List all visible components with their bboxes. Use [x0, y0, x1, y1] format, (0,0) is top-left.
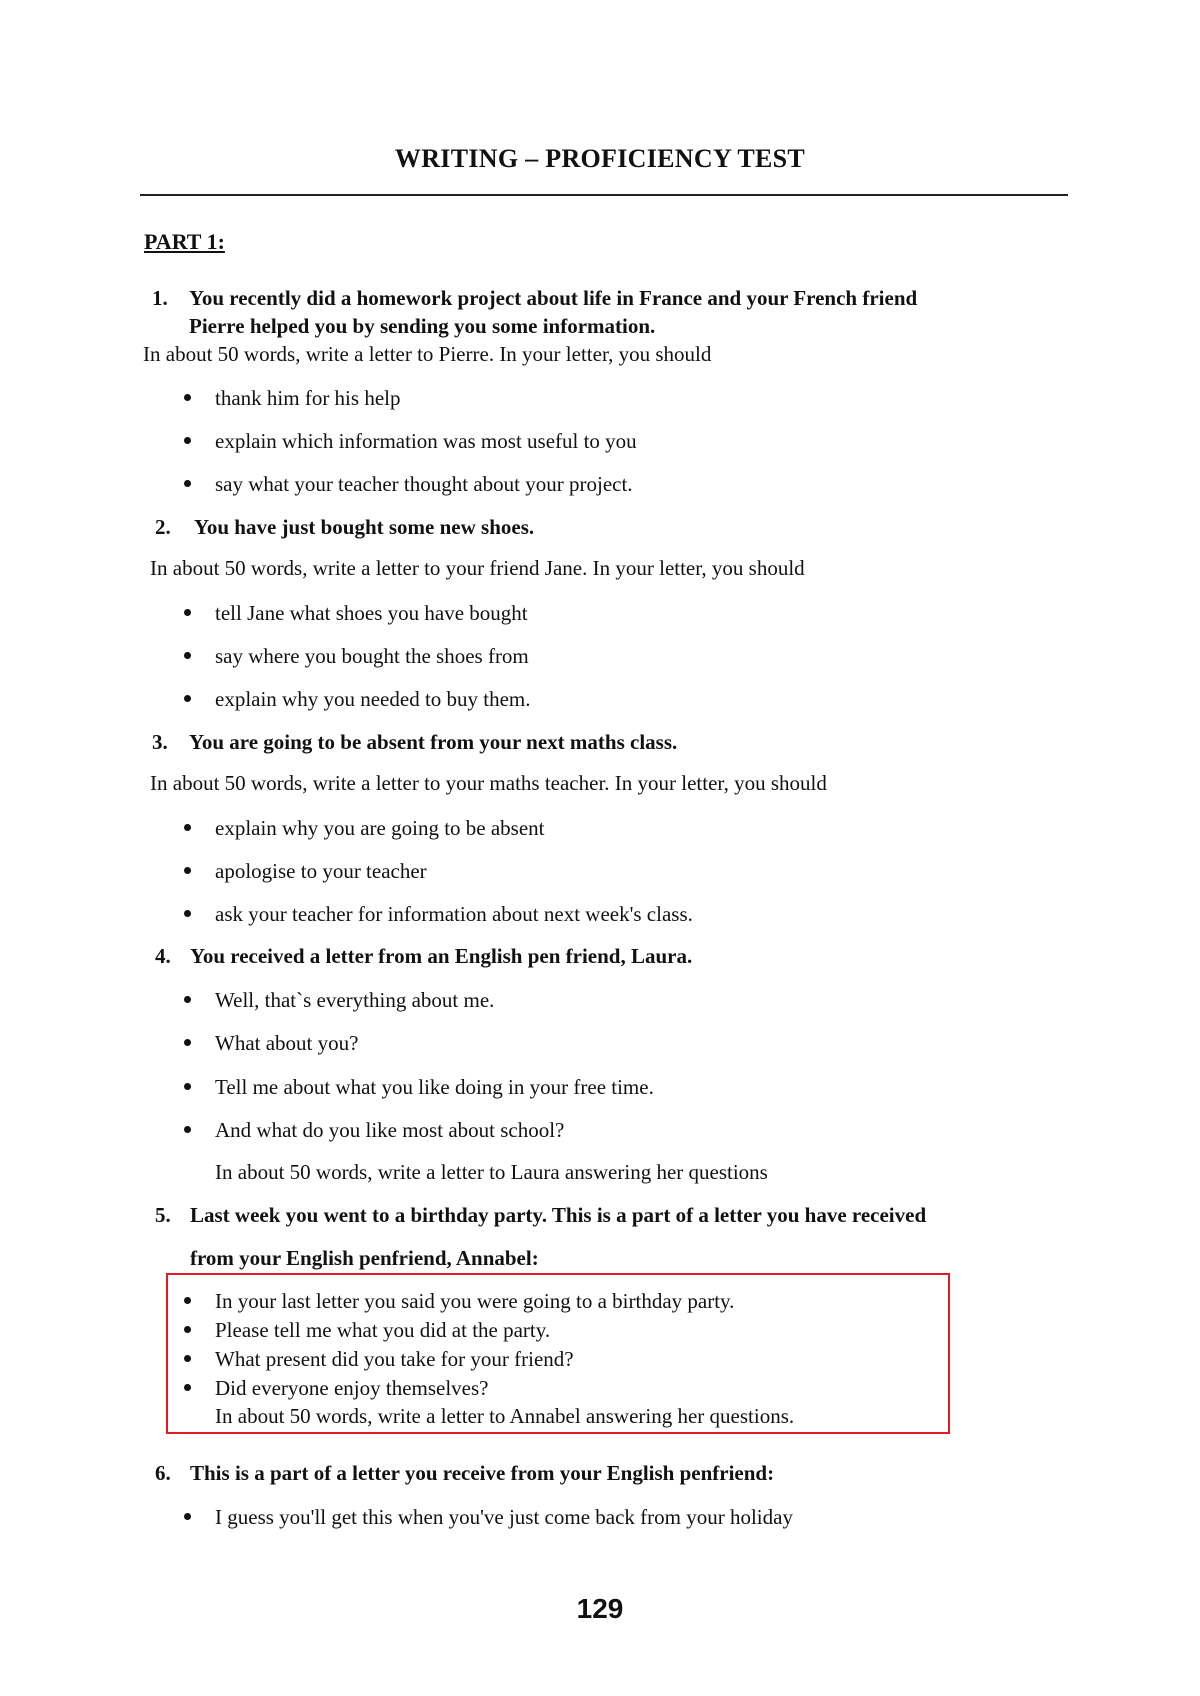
- page-number: 129: [576, 1593, 624, 1624]
- question-text: Pierre helped you by sending you some information.: [189, 314, 656, 338]
- question-text: from your English penfriend, Annabel:: [190, 1246, 539, 1270]
- question-number: 6.: [155, 1461, 171, 1485]
- bullet-icon: [184, 824, 191, 831]
- instruction: In about 50 words, write a letter to your friend Jane. In your letter, you should: [150, 556, 805, 580]
- title-rule: [140, 194, 1068, 196]
- bullet-icon: [184, 1039, 191, 1046]
- question-text: You received a letter from an English pen friend, Laura.: [190, 944, 693, 968]
- question-number: 4.: [155, 944, 171, 968]
- question-text: This is a part of a letter you receive from your English penfriend:: [190, 1461, 775, 1485]
- instruction: In about 50 words, write a letter to your maths teacher. In your letter, you should: [150, 771, 827, 795]
- bullet-icon: [184, 1083, 191, 1090]
- bullet-icon: [184, 437, 191, 444]
- bullet-icon: [184, 867, 191, 874]
- question-number: 2.: [155, 515, 171, 539]
- question-number: 1.: [152, 286, 168, 310]
- bullet-icon: [184, 1513, 191, 1520]
- bullet-icon: [184, 1297, 191, 1304]
- bullet-icon: [184, 1355, 191, 1362]
- bullet-icon: [184, 1326, 191, 1333]
- question-text: Last week you went to a birthday party. This is a part of a letter you have received: [190, 1203, 927, 1227]
- bullet-icon: [184, 394, 191, 401]
- bullet-icon: [184, 1384, 191, 1391]
- instruction: In about 50 words, write a letter to Pierre. In your letter, you should: [143, 342, 712, 366]
- question-text: You are going to be absent from your next maths class.: [189, 730, 678, 754]
- bullet-icon: [184, 1126, 191, 1133]
- instruction: In about 50 words, write a letter to Laura answering her questions: [215, 1160, 768, 1184]
- question-number: 5.: [155, 1203, 171, 1227]
- bullet-icon: [184, 609, 191, 616]
- question-text: You have just bought some new shoes.: [194, 515, 535, 539]
- bullet-icon: [184, 695, 191, 702]
- bullet-icon: [184, 652, 191, 659]
- page-title: WRITING – PROFICIENCY TEST: [394, 144, 806, 173]
- bullet-icon: [184, 480, 191, 487]
- document-page: WRITING – PROFICIENCY TEST PART 1: 1. You recently did a homework project about life in France and your French friend Pierre helped you by sending you some information. In about 50 words, write a letter to Pierre. In your letter, you should thank him for his help explain which information was most useful to you say what your teacher thought about your project. 2. You have just bought some new shoes. In about 50 words, write a letter to your friend Jane. In your letter, you should tell Jane what shoes you have bought say where you bought the shoes from explain why you needed to buy them. 3. You are going to be absent from your next maths class. In about 50 words, write a letter to your maths teacher. In your letter, you should explain why you are going to be absent apologise to your teacher ask your teacher for information about next week's class. 4. You received a letter from an English pen friend, Laura. Well, that`s everything about me. What about you? Tell me about what you like doing in your free time. And what do you like most about school? In about 50 words, write a letter to Laura answering her questions 5. Last week you went to a birthday party. This is a part of a letter you have received from your English penfriend, Annabel: In your last letter you said you were going to a birthday party. Please tell me what you did at the party. What present did you take for your friend? Did everyone enjoy themselves? In about 50 words, write a letter to Annabel answering her questions. 6. This is a part of a letter you receive from your English penfriend: I guess you'll get this when you've just come back from your holiday 129: [0, 0, 1200, 1696]
- part-heading: PART 1:: [144, 229, 225, 254]
- question-number: 3.: [152, 730, 168, 754]
- question-text: You recently did a homework project about life in France and your French friend: [189, 286, 918, 310]
- bullet-icon: [184, 996, 191, 1003]
- instruction: In about 50 words, write a letter to Annabel answering her questions.: [215, 1404, 795, 1428]
- bullet-icon: [184, 910, 191, 917]
